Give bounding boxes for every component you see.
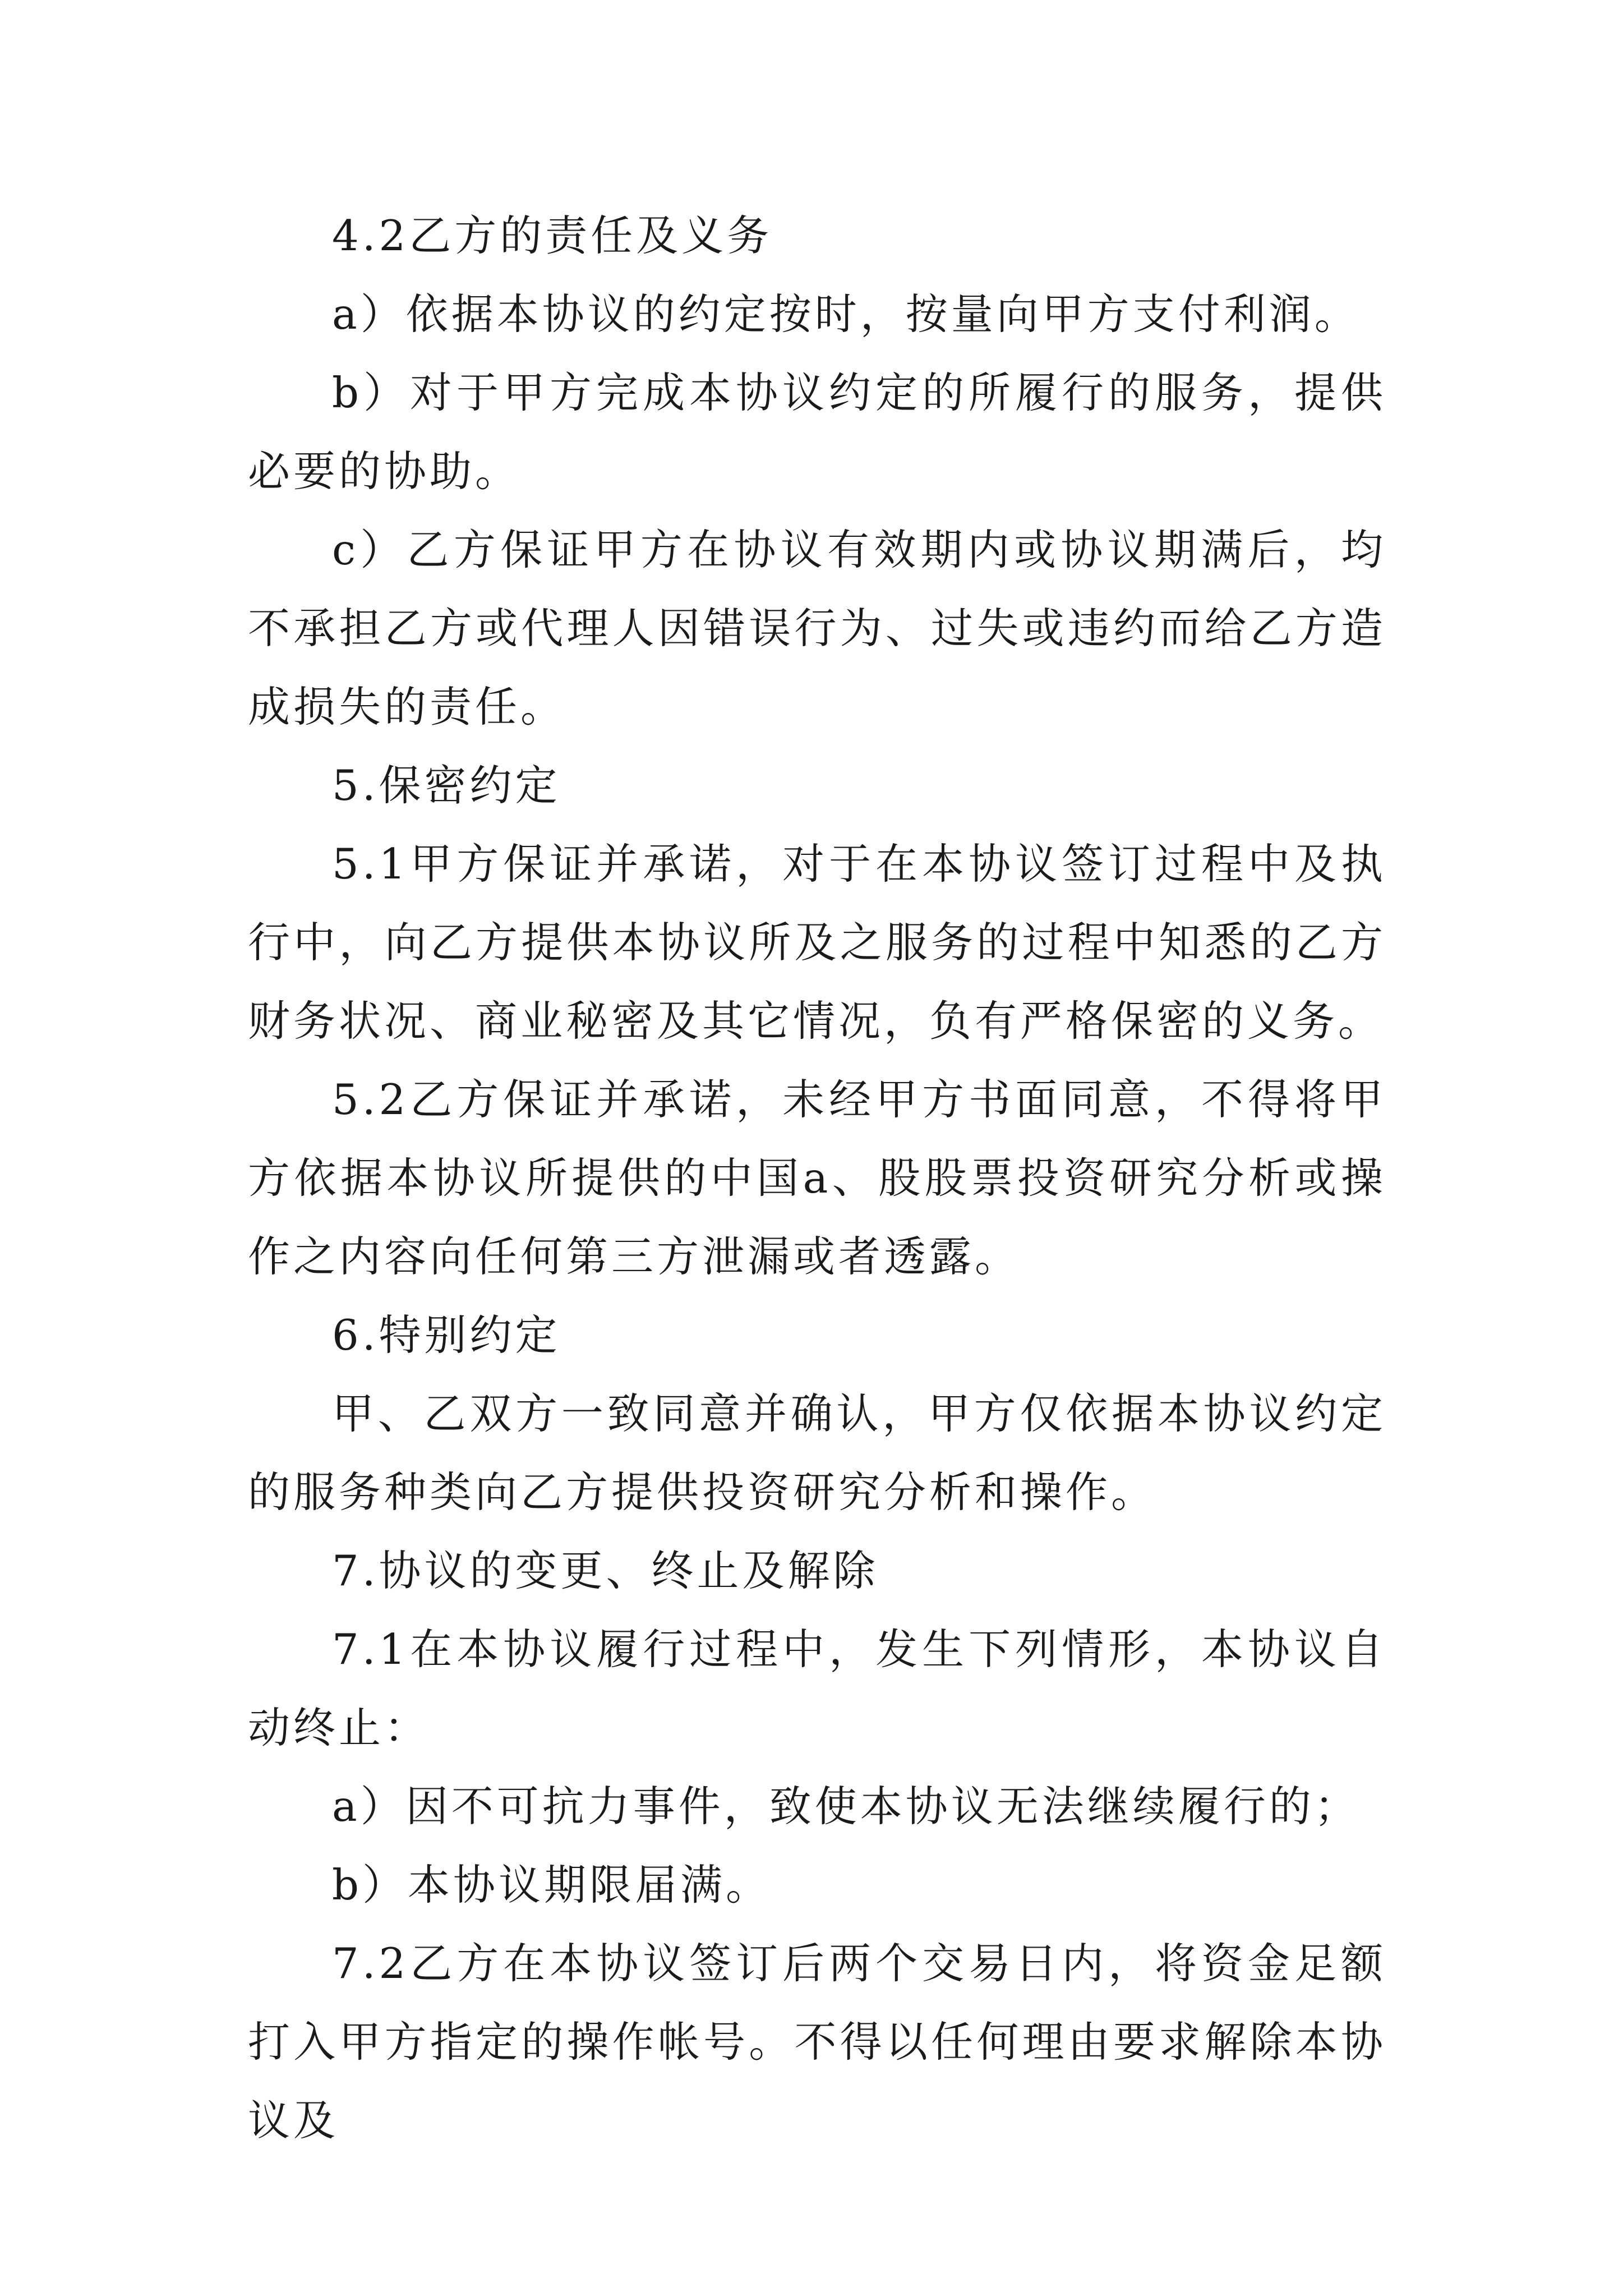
document-body — [248, 196, 1386, 2160]
clause-5-1: 5.1甲方保证并承诺，对于在本协议签订过程中及执行中，向乙方提供本协议所及之服务的过程中知悉的乙方财务状况、商业秘密及其它情况，负有严格保密的义务。 — [248, 839, 1386, 1046]
clause-4-2-c: c）乙方保证甲方在协议有效期内或协议期满后，均不承担乙方或代理人因错误行为、过失或违约而给乙方造成损失的责任。 — [248, 525, 1386, 731]
heading-7: 7.协议的变更、终止及解除 — [332, 1546, 879, 1595]
clause-4-2-a: a）依据本协议的约定按时，按量向甲方支付利润。 — [332, 289, 1360, 339]
clause-7-2: 7.2乙方在本协议签订后两个交易日内，将资金足额打入甲方指定的操作帐号。不得以任何理由要求解除本协议及 — [248, 1939, 1386, 2145]
heading-6: 6.特别约定 — [332, 1310, 561, 1360]
clause-7-1-a: a）因不可抗力事件，致使本协议无法继续履行的； — [332, 1782, 1360, 1831]
clause-4-2-b: b）对于甲方完成本协议约定的所履行的服务，提供必要的协助。 — [248, 368, 1386, 496]
clause-6-text: 甲、乙双方一致同意并确认，甲方仅依据本协议约定的服务种类向乙方提供投资研究分析和操作。 — [248, 1389, 1386, 1517]
clause-5-2: 5.2乙方保证并承诺，未经甲方书面同意，不得将甲方依据本协议所提供的中国a、股股票投资研究分析或操作之内容向任何第三方泄漏或者透露。 — [248, 1075, 1386, 1281]
heading-5: 5.保密约定 — [332, 761, 561, 810]
clause-7-1-b: b）本协议期限届满。 — [332, 1860, 772, 1910]
heading-4-2: 4.2乙方的责任及义务 — [332, 211, 773, 260]
clause-7-1: 7.1在本协议履行过程中，发生下列情形，本协议自动终止： — [248, 1625, 1386, 1752]
